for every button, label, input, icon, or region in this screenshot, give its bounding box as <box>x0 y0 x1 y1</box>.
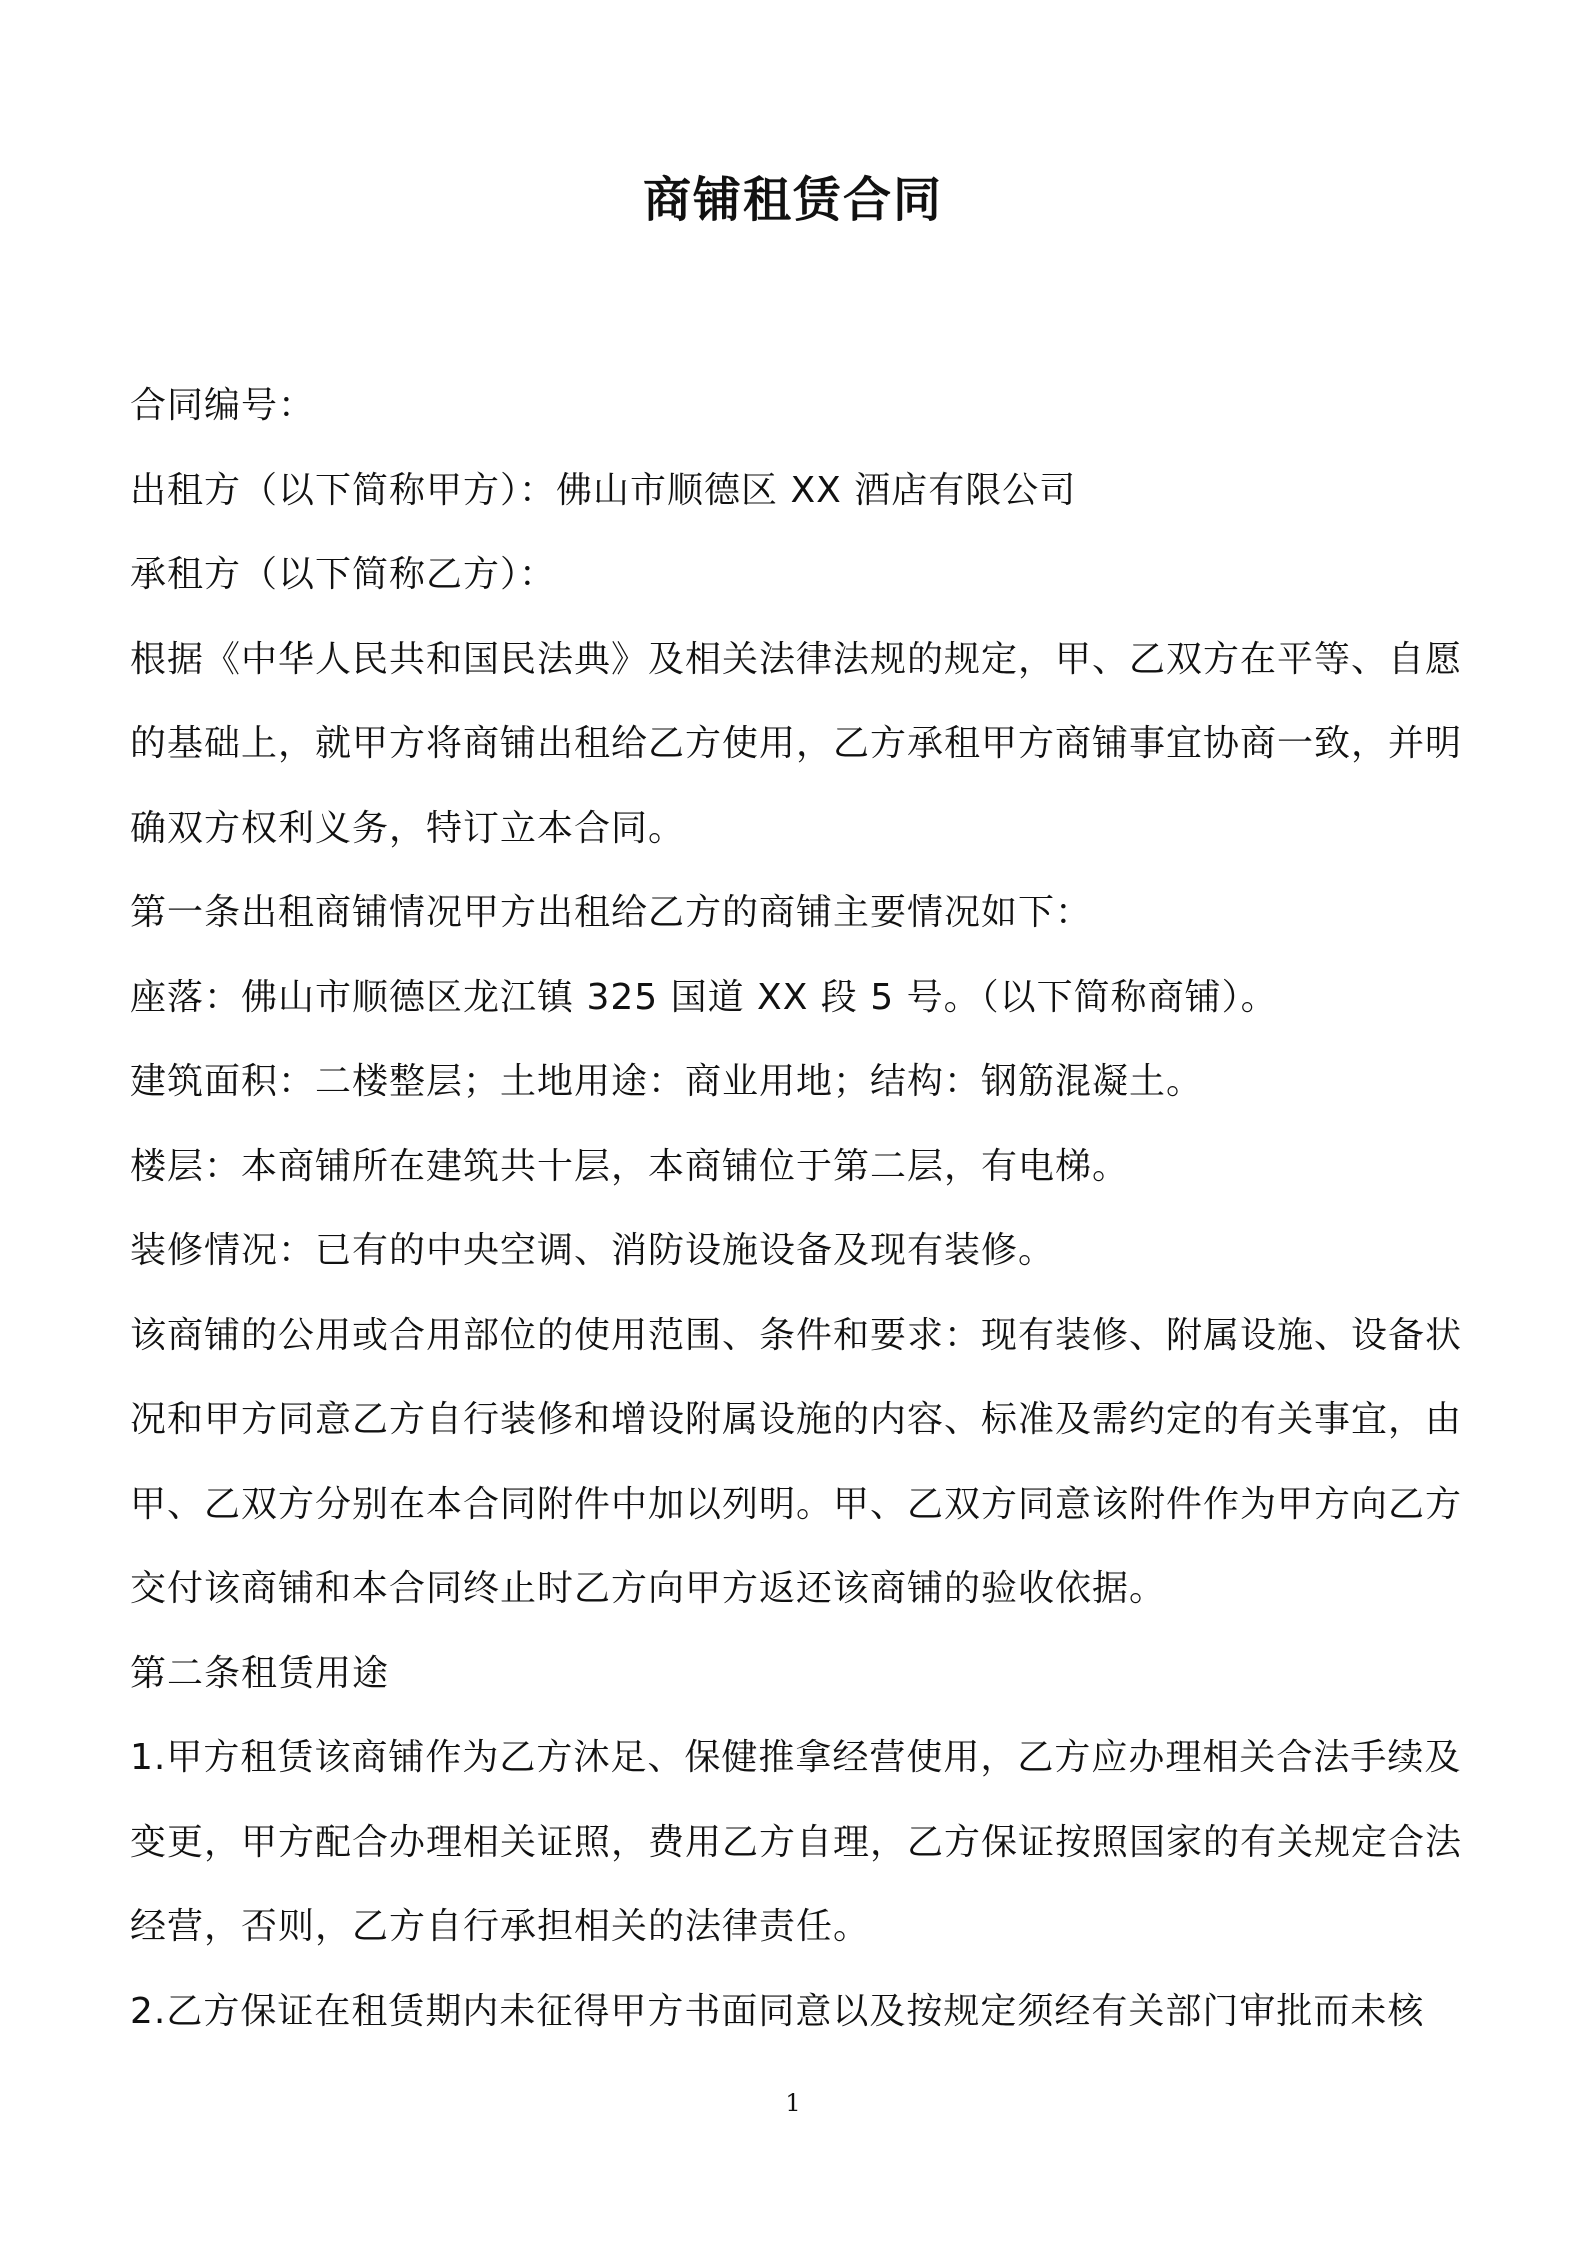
common-area-line-1: 该商铺的公用或合用部位的使用范围、条件和要求：现有装修、附属设施、设备状 <box>130 1314 1463 1356</box>
preamble-line-2: 的基础上，就甲方将商铺出租给乙方使用，乙方承租甲方商铺事宜协商一致，并明 <box>130 723 1463 764</box>
floor-line: 楼层：本商铺所在建筑共十层，本商铺位于第二层，有电梯。 <box>130 1145 1130 1187</box>
article-1-heading: 第一条出租商铺情况甲方出租给乙方的商铺主要情况如下： <box>130 892 1093 933</box>
page-number: 1 <box>785 2089 801 2117</box>
clause-2-line-1: 2.乙方保证在租赁期内未征得甲方书面同意以及按规定须经有关部门审批而未核 <box>130 1990 1425 2032</box>
building-area-line: 建筑面积：二楼整层；土地用途：商业用地；结构：钢筋混凝土。 <box>130 1061 1204 1102</box>
clause-1-line-2: 变更，甲方配合办理相关证照，费用乙方自理，乙方保证按照国家的有关规定合法 <box>130 1821 1463 1863</box>
common-area-line-2: 况和甲方同意乙方自行装修和增设附属设施的内容、标准及需约定的有关事宜，由 <box>130 1399 1463 1440</box>
preamble-line-1: 根据《中华人民共和国民法典》及相关法律法规的规定，甲、乙双方在平等、自愿 <box>130 638 1463 680</box>
preamble-line-3: 确双方权利义务，特订立本合同。 <box>130 807 686 849</box>
document-body <box>130 364 1470 2054</box>
document-title: 商铺租赁合同 <box>642 172 943 228</box>
common-area-line-3: 甲、乙双方分别在本合同附件中加以列明。甲、乙双方同意该附件作为甲方向乙方 <box>130 1483 1463 1525</box>
clause-1-line-1: 1.甲方租赁该商铺作为乙方沐足、保健推拿经营使用，乙方应办理相关合法手续及 <box>130 1737 1462 1778</box>
decoration-line: 装修情况：已有的中央空调、消防设施设备及现有装修。 <box>130 1230 1056 1271</box>
location-line: 座落：佛山市顺德区龙江镇 325 国道 XX 段 5 号。（以下简称商铺）。 <box>130 976 1278 1018</box>
article-2-heading: 第二条租赁用途 <box>130 1652 390 1694</box>
common-area-line-4: 交付该商铺和本合同终止时乙方向甲方返还该商铺的验收依据。 <box>130 1568 1167 1609</box>
lessee-line: 承租方（以下简称乙方）： <box>130 554 557 595</box>
clause-1-line-3: 经营，否则，乙方自行承担相关的法律责任。 <box>130 1906 871 1947</box>
contract-number-line: 合同编号： <box>130 385 316 426</box>
lessor-line: 出租方（以下简称甲方）：佛山市顺德区 XX 酒店有限公司 <box>130 469 1077 511</box>
